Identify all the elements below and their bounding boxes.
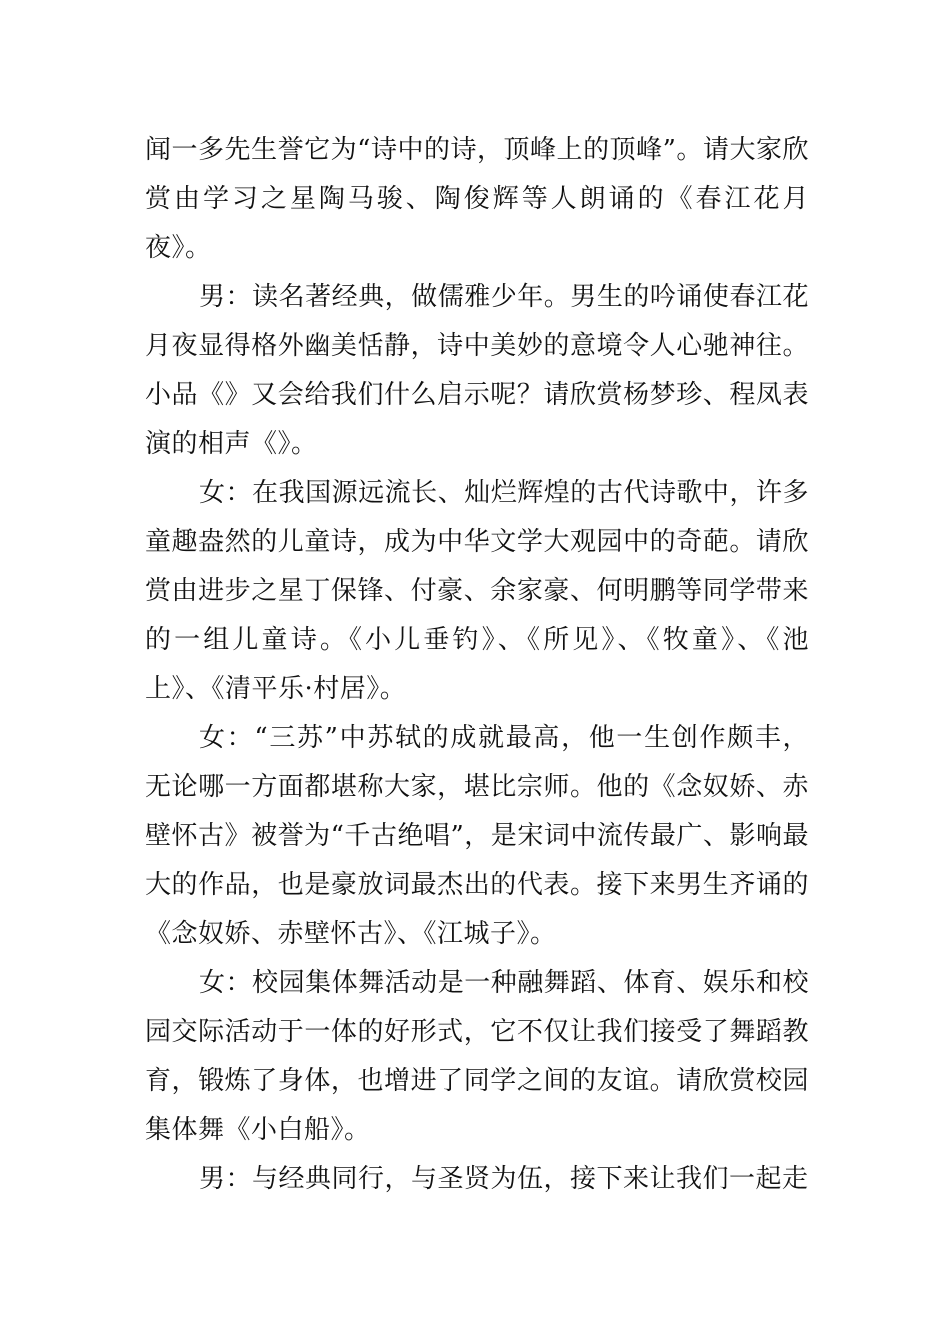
paragraph-1: 闻一多先生誉它为“诗中的诗，顶峰上的顶峰”。请大家欣赏由学习之星陶马骏、陶俊辉等人朗诵的《春江花月夜》。 xyxy=(145,135,809,263)
paragraph-4: 女：“三苏”中苏轼的成就最高，他一生创作颇丰，无论哪一方面都堪称大家，堪比宗师。他的《念奴娇、赤壁怀古》被誉为“千古绝唱”，是宋词中流传最广、影响最大的作品，也是豪放词最杰出的代表。接下来男生齐诵的《念奴娇、赤壁怀古》、《江城子》。 xyxy=(145,723,809,949)
paragraph-5: 女：校园集体舞活动是一种融舞蹈、体育、娱乐和校园交际活动于一体的好形式，它不仅让我们接受了舞蹈教育，锻炼了身体，也增进了同学之间的友谊。请欣赏校园集体舞《小白船》。 xyxy=(145,968,809,1145)
paragraph-2: 男：读名著经典，做儒雅少年。男生的吟诵使春江花月夜显得格外幽美恬静，诗中美妙的意境令人心驰神往。小品《》又会给我们什么启示呢？请欣赏杨梦珍、程凤表演的相声《》。 xyxy=(145,282,809,459)
paragraph-3: 女：在我国源远流长、灿烂辉煌的古代诗歌中，许多童趣盎然的儿童诗，成为中华文学大观园中的奇葩。请欣赏由进步之星丁保锋、付豪、余家豪、何明鹏等同学带来的一组儿童诗。《小儿垂钓》、《所见》、《牧童》、《池上》、《清平乐·村居》。 xyxy=(145,478,809,704)
paragraph-6: 男：与经典同行，与圣贤为伍，接下来让我们一起走 xyxy=(199,1164,809,1194)
document-body xyxy=(145,126,809,1204)
